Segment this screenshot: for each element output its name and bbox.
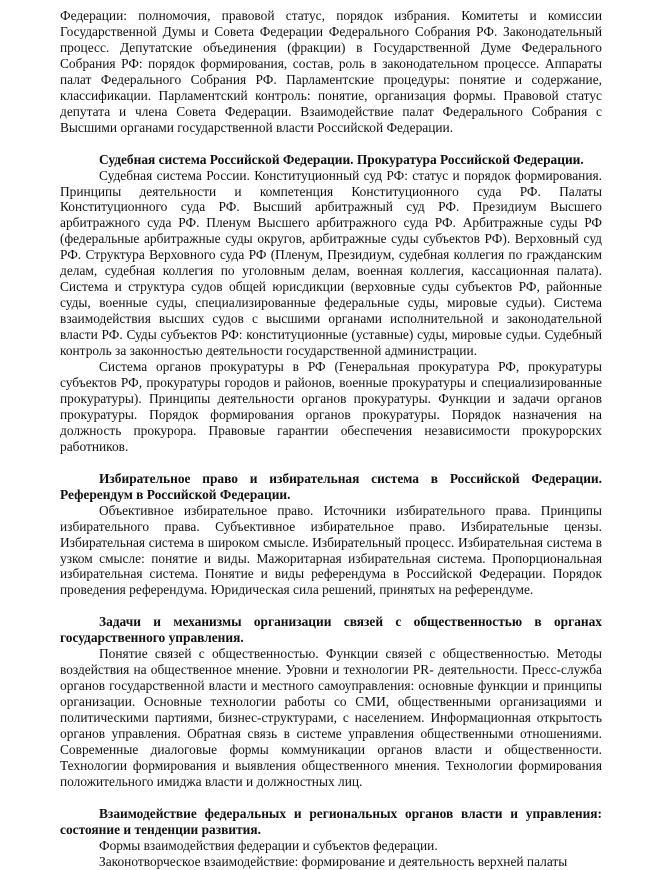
federal-regional-paragraph-2: Законотворческое взаимодействие: формирование и деятельность верхней палаты [99,853,568,869]
section-heading-federal-regional: Взаимодействие федеральных и региональных органов власти и управления: состояние и тенденции развития. [60,805,602,837]
section-gap [60,136,602,152]
section-heading-courts: Судебная система Российской Федерации. Прокуратура Российской Федерации. [99,151,584,167]
elections-paragraph: Объективное избирательное право. Источники избирательного права. Принципы избирательного права. Субъективное избирательное право. Избирательные цензы. Избирательная система в широком смысле. Избирательный процесс. Избирательная система в узком смысле: понятие и виды. Мажоритарная избирательная система. Пропорциональная избирательная система. Понятие и виды референдума в Российской Федерации. Порядок проведения референдума. Юридическая сила решений, принятых на референдуме. [60,502,602,598]
public-relations-paragraph: Понятие связей с общественностью. Функции связей с общественностью. Методы воздействия на общественное мнение. Уровни и технологии PR- деятельности. Пресс-служба органов государственной власти и местного самоуправления: основные функции и принципы организации. Основные технологии работы со СМИ, общественными организациями и политическими партиями, бизнес-структурами, с населением. Информационная открытость органов управления. Обратная связь в системе управления общественными отношениями. Современные диалоговые формы коммуникации органов власти и общественности. Технологии формирования и выявления общественного мнения. Технологии формирования положительного имиджа власти и должностных лиц. [60,646,602,789]
federal-regional-paragraph-1: Формы взаимодействия федерации и субъектов федерации. [99,837,438,853]
courts-paragraph: Судебная система России. Конституционный суд РФ: статус и порядок формирования. Принципы деятельности и компетенция Конституционного суда РФ. Палаты Конституционного суда РФ. Высший арбитражный суд РФ. Президиум Высшего арбитражного суда РФ. Пленум Высшего арбитражного суда РФ. Арбитражные суды РФ (федеральные арбитражные суды округов, арбитражные суды субъектов РФ). Верховный суд РФ. Структура Верховного суда РФ (Пленум, Президиум, судебная коллегия по гражданским делам, судебная коллегия по уголовным делам, военная коллегия, кассационная палата). Система и структура судов общей юрисдикции (верховные суды субъектов РФ, районные суды, военные суды, специализированные федеральные суды, мировые судьи). Система взаимодействия высших судов с высшими органами исполнительной и законодательной власти РФ. Суды субъектов РФ: конституционные (уставные) суды, мировые судьи. Судебный контроль за законностью деятельности государственной администрации. [60,167,602,359]
prosecution-paragraph: Система органов прокуратуры в РФ (Генеральная прокуратура РФ, прокуратуры субъектов РФ, прокуратуры городов и районов, военные прокуратуры и специализированные прокуратуры). Принципы деятельности органов прокуратуры. Функции и задачи органов прокуратуры. Порядок формирования органов прокуратуры. Порядок назначения на должность прокурора. Правовые гарантии обеспечения независимости прокурорских работников. [60,359,602,454]
section-gap [60,455,602,471]
section-gap [60,790,602,806]
section-gap [60,598,602,614]
intro-paragraph: Федерации: полномочия, правовой статус, порядок избрания. Комитеты и комиссии Государственной Думы и Совета Федерации Федерального Собрания РФ. Законодательный процесс. Депутатские объединения (фракции) в Государственной Думе Федерального Собрания РФ: порядок формирования, состав, роль в законодательном процессе. Аппараты палат Федерального Собрания РФ. Парламентские процедуры: понятие и содержание, классификации. Парламентский контроль: понятие, организация формы. Правовой статус депутата и члена Совета Федерации. Взаимодействие палат Федерального Собрания с Высшими органами государственной власти Российской Федерации. [60,8,602,135]
section-heading-elections: Избирательное право и избирательная система в Российской Федерации. Референдум в Российской Федерации. [60,470,602,502]
section-heading-public-relations: Задачи и механизмы организации связей с общественностью в органах государственного управления. [60,614,602,646]
